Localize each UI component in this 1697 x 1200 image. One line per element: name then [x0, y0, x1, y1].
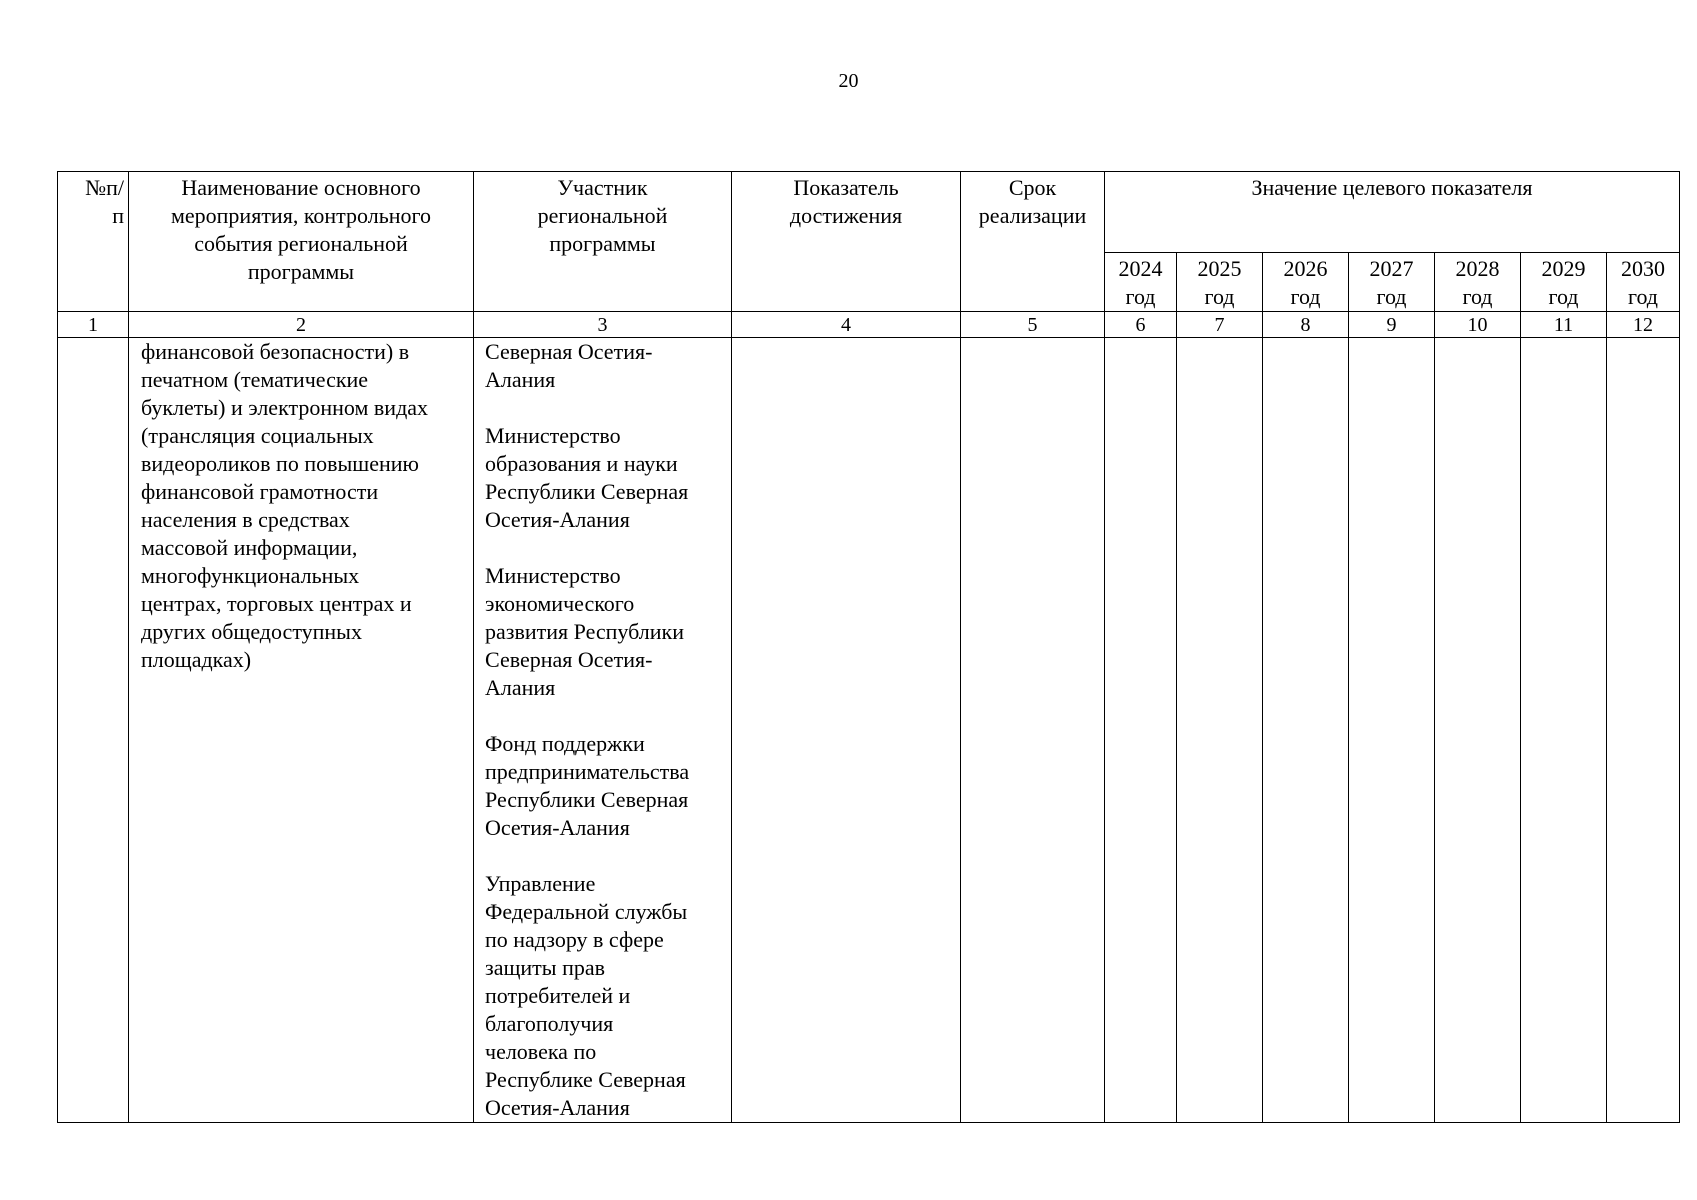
header-year-2028: 2028 год	[1435, 253, 1521, 312]
column-number: 10	[1435, 312, 1521, 338]
column-number: 6	[1105, 312, 1177, 338]
event-name-line: (трансляция социальных	[141, 423, 374, 448]
participant-line: Министерство	[485, 423, 621, 448]
event-name-line: населения в средствах	[141, 507, 350, 532]
participant-line: Фонд поддержки	[485, 731, 645, 756]
header-event-name: Наименование основного мероприятия, контрольного события региональной программы	[129, 172, 474, 312]
column-number: 9	[1349, 312, 1435, 338]
participant-line: по надзору в сфере	[485, 927, 664, 952]
column-number: 5	[961, 312, 1105, 338]
year-value-cell-2027	[1349, 338, 1435, 1123]
year-value-cell-2029	[1521, 338, 1607, 1123]
participant-gap	[485, 534, 731, 562]
event-name-line: видеороликов по повышению	[141, 451, 419, 476]
header-number: №п/ п	[58, 172, 129, 312]
header-target-value: Значение целевого показателя	[1105, 172, 1680, 253]
column-number: 7	[1177, 312, 1263, 338]
participant-line: предпринимательства	[485, 759, 690, 784]
event-name-cell	[129, 338, 474, 1123]
row-number-cell	[58, 338, 129, 1123]
participant-gap	[485, 842, 731, 870]
year-value-cell-2024	[1105, 338, 1177, 1123]
column-number: 4	[732, 312, 961, 338]
participant-line: Управление	[485, 871, 596, 896]
participant-line: Алания	[485, 675, 556, 700]
participant-gap	[485, 702, 731, 730]
participant-gap	[485, 394, 731, 422]
event-name-line: площадках)	[141, 647, 252, 672]
header-year-2030: 2030 год	[1607, 253, 1680, 312]
participant-line: развития Республики	[485, 619, 684, 644]
participant-line: Осетия-Алания	[485, 1095, 630, 1120]
header-year-2027: 2027 год	[1349, 253, 1435, 312]
participant-line: благополучия	[485, 1011, 614, 1036]
column-number: 1	[58, 312, 129, 338]
participant-line: Осетия-Алания	[485, 507, 630, 532]
column-number: 11	[1521, 312, 1607, 338]
participant-line: Северная Осетия-	[485, 647, 653, 672]
column-number: 12	[1607, 312, 1680, 338]
participant-line: Федеральной службы	[485, 899, 688, 924]
participant-line: образования и науки	[485, 451, 678, 476]
event-name-line: массовой информации,	[141, 535, 358, 560]
header-year-2024: 2024 год	[1105, 253, 1177, 312]
event-name-line: финансовой грамотности	[141, 479, 379, 504]
header-year-2026: 2026 год	[1263, 253, 1349, 312]
column-number: 3	[474, 312, 732, 338]
program-table	[57, 171, 1680, 1123]
header-year-2025: 2025 год	[1177, 253, 1263, 312]
year-value-cell-2028	[1435, 338, 1521, 1123]
participant-line: Республики Северная	[485, 787, 689, 812]
column-number: 2	[129, 312, 474, 338]
participant-line: Северная Осетия-	[485, 339, 653, 364]
table-row	[58, 338, 1680, 1123]
year-value-cell-2025	[1177, 338, 1263, 1123]
column-number: 8	[1263, 312, 1349, 338]
participant-line: человека по	[485, 1039, 597, 1064]
term-cell	[961, 338, 1105, 1123]
event-name-line: других общедоступных	[141, 619, 362, 644]
participant-line: Алания	[485, 367, 556, 392]
year-value-cell-2030	[1607, 338, 1680, 1123]
header-participant: Участник региональной программы	[474, 172, 732, 312]
event-name-line: буклеты) и электронном видах	[141, 395, 429, 420]
column-number-row	[58, 312, 1680, 338]
header-term: Срок реализации	[961, 172, 1105, 312]
participant-line: Республике Северная	[485, 1067, 686, 1092]
participant-line: экономического	[485, 591, 635, 616]
event-name-line: многофункциональных	[141, 563, 360, 588]
event-name-line: финансовой безопасности) в	[141, 339, 410, 364]
page-number: 20	[838, 70, 859, 92]
participant-line: потребителей и	[485, 983, 631, 1008]
event-name-line: центрах, торговых центрах и	[141, 591, 412, 616]
header-indicator: Показатель достижения	[732, 172, 961, 312]
year-value-cell-2026	[1263, 338, 1349, 1123]
header-year-2029: 2029 год	[1521, 253, 1607, 312]
participant-line: защиты прав	[485, 955, 605, 980]
participant-line: Министерство	[485, 563, 621, 588]
participant-line: Осетия-Алания	[485, 815, 630, 840]
participant-cell	[474, 338, 732, 1123]
event-name-line: печатном (тематические	[141, 367, 369, 392]
indicator-cell	[732, 338, 961, 1123]
participant-line: Республики Северная	[485, 479, 689, 504]
